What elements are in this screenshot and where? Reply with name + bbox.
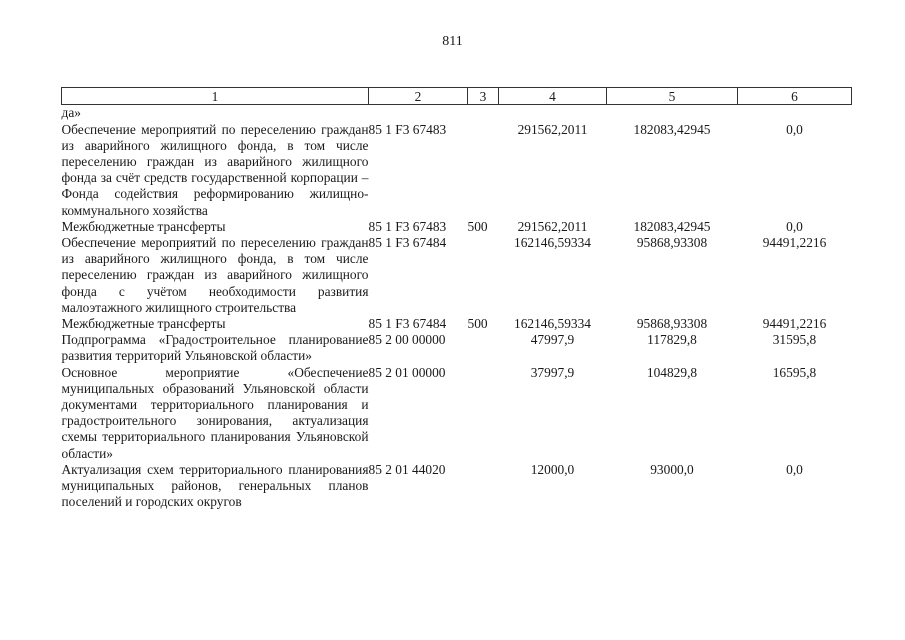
column-header-2: 2 xyxy=(369,88,468,105)
row-code: 85 2 01 44020 xyxy=(368,461,446,477)
row-value-5: 95868,93308 xyxy=(636,315,708,331)
row-description: да» xyxy=(61,105,81,120)
row-code xyxy=(369,105,468,122)
row-code: 85 2 01 00000 xyxy=(368,364,446,380)
row-description: Основное мероприятие «Обеспечение муниципальных образований Ульяновской области документами территориального планирования и градостроительного зонирования, актуализация схемы территориального планирования Ульяновской области» xyxy=(61,364,369,461)
row-value-4: 291562,2011 xyxy=(517,218,588,234)
row-kind xyxy=(468,332,499,364)
page-number: 811 xyxy=(442,34,463,49)
row-code: 85 1 F3 67483 xyxy=(368,218,447,234)
row-value-6 xyxy=(738,105,852,122)
budget-table xyxy=(61,87,852,510)
row-value-4: 162146,59334 xyxy=(514,315,591,331)
table-row xyxy=(62,332,852,364)
column-header-5: 5 xyxy=(607,88,738,105)
row-kind xyxy=(468,105,499,122)
row-description: Обеспечение мероприятий по переселению граждан из аварийного жилищного фонда, в том числе переселению граждан из аварийного жилищного фонда с учётом необходимости развития малоэтажного жилищного строительства xyxy=(61,234,369,315)
row-kind xyxy=(468,462,499,511)
row-value-6: 0,0 xyxy=(786,218,803,234)
row-description: Межбюджетные трансферты xyxy=(61,315,226,331)
row-description: Актуализация схем территориального планирования муниципальных районов, генеральных планов поселений и городских округов xyxy=(61,461,369,510)
row-value-4: 47997,9 xyxy=(530,332,575,348)
row-value-6: 94491,2216 xyxy=(762,315,827,331)
row-value-5: 93000,0 xyxy=(650,461,694,477)
table-row xyxy=(62,219,852,235)
row-value-4: 291562,2011 xyxy=(517,121,588,137)
row-value-5 xyxy=(607,105,738,122)
row-code: 85 1 F3 67484 xyxy=(368,234,447,250)
row-description: Межбюджетные трансферты xyxy=(61,218,226,234)
row-value-5: 104829,8 xyxy=(646,364,698,380)
column-header-3: 3 xyxy=(468,88,499,105)
column-header-6: 6 xyxy=(738,88,852,105)
table-row xyxy=(62,316,852,332)
table-row xyxy=(62,122,852,219)
table-row xyxy=(62,105,852,122)
row-code: 85 1 F3 67483 xyxy=(368,121,447,137)
row-kind xyxy=(468,122,499,219)
row-value-5: 182083,42945 xyxy=(633,121,711,137)
row-kind xyxy=(468,235,499,316)
column-header-1: 1 xyxy=(62,88,369,105)
row-code: 85 1 F3 67484 xyxy=(368,315,447,331)
table-row xyxy=(62,235,852,316)
row-value-6: 31595,8 xyxy=(772,332,817,348)
row-kind: 500 xyxy=(467,315,488,331)
row-value-6: 0,0 xyxy=(786,461,803,477)
row-value-5: 95868,93308 xyxy=(636,234,708,250)
row-value-4 xyxy=(499,105,607,122)
row-value-4: 37997,9 xyxy=(530,364,575,380)
row-value-5: 182083,42945 xyxy=(633,218,711,234)
table-row xyxy=(62,365,852,462)
row-value-4: 12000,0 xyxy=(530,461,575,477)
row-kind xyxy=(468,365,499,462)
header-row xyxy=(62,88,852,105)
row-value-6: 16595,8 xyxy=(772,364,817,380)
table-row xyxy=(62,462,852,511)
row-code: 85 2 00 00000 xyxy=(368,332,446,348)
row-value-6: 0,0 xyxy=(786,121,803,137)
row-kind: 500 xyxy=(467,218,488,234)
row-description: Обеспечение мероприятий по переселению граждан из аварийного жилищного фонда, в том числе переселению граждан из аварийного жилищного фонда за счёт средств государственной корпорации – Фонда содействия реформированию жилищно-коммунального хозяйства xyxy=(61,121,369,218)
column-header-4: 4 xyxy=(499,88,607,105)
row-value-6: 94491,2216 xyxy=(762,234,827,250)
row-value-5: 117829,8 xyxy=(647,332,697,348)
row-description: Подпрограмма «Градостроительное планирование развития территорий Ульяновской области» xyxy=(61,332,369,364)
row-value-4: 162146,59334 xyxy=(514,234,591,250)
